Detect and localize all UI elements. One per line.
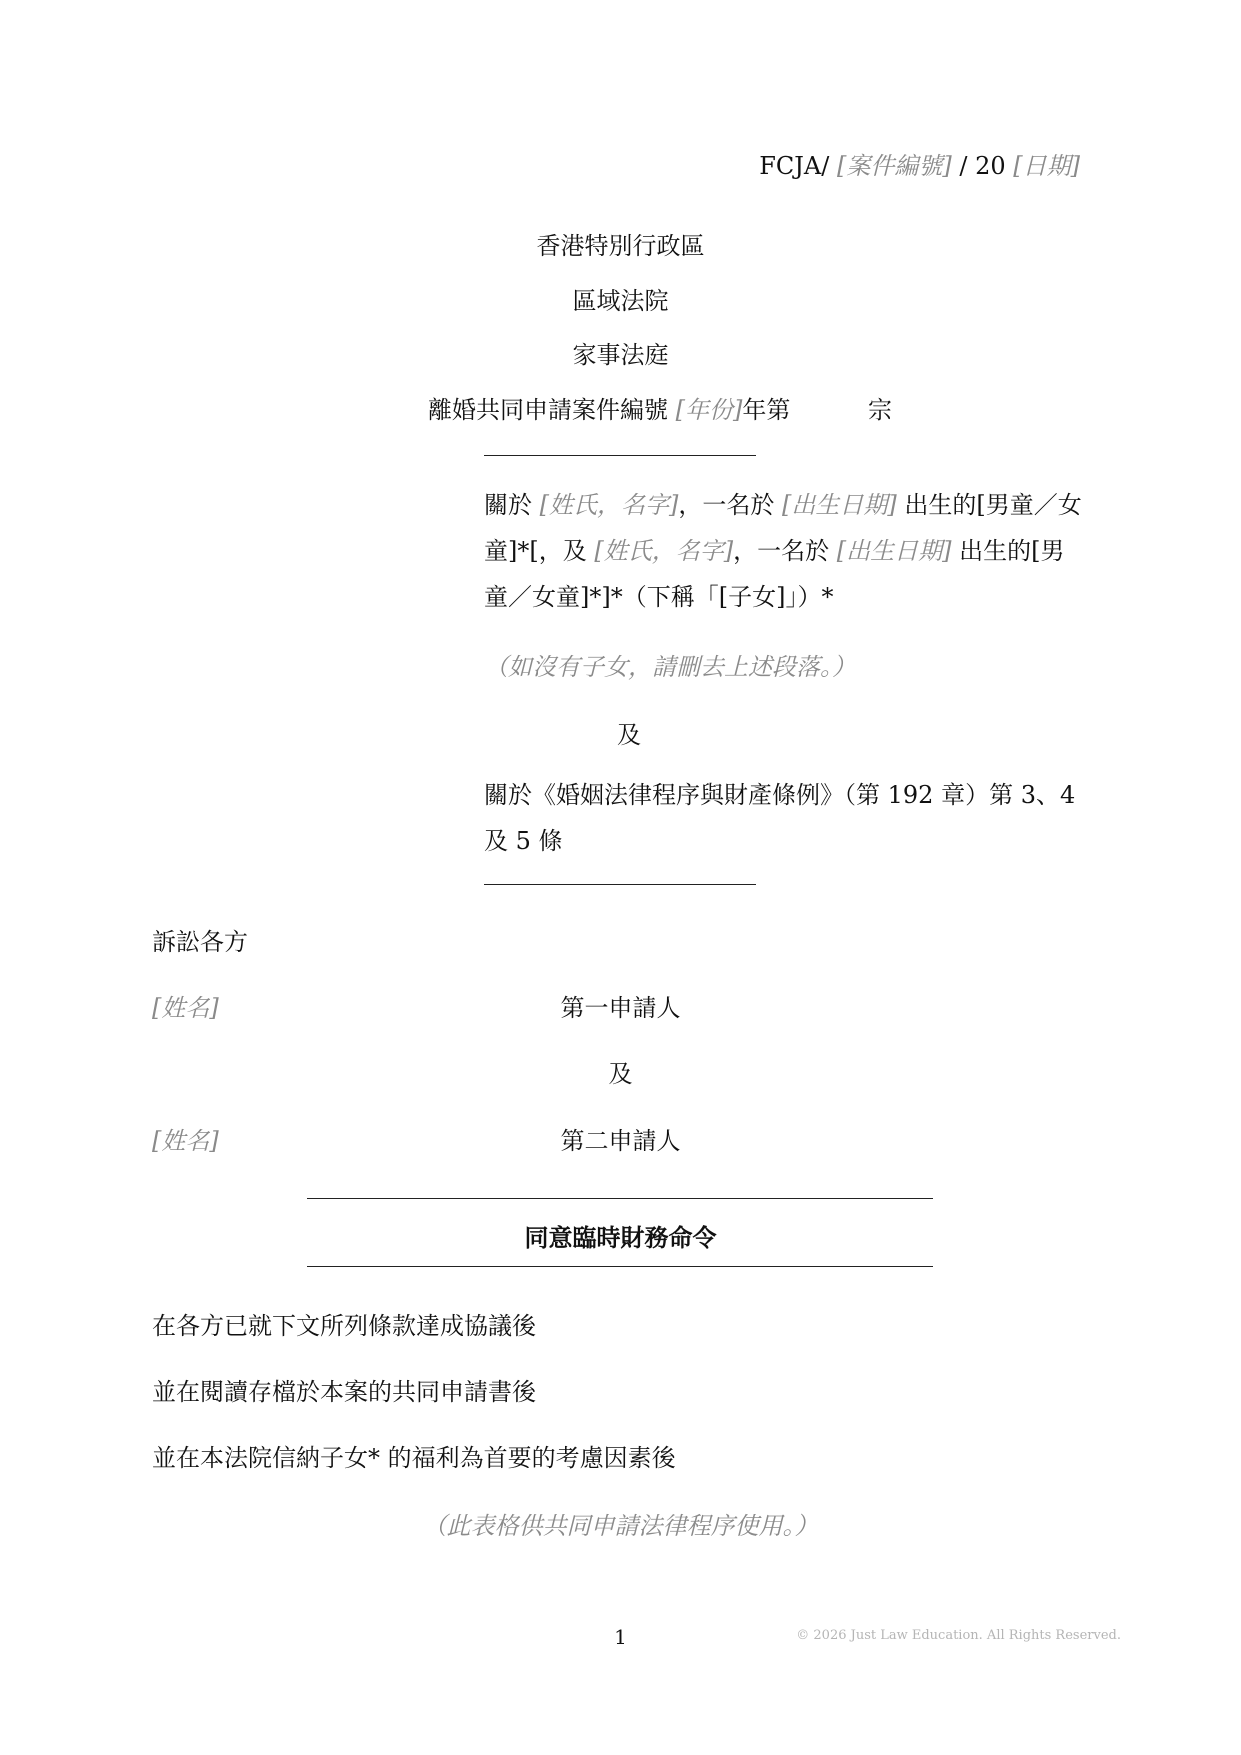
division-heading: 家事法庭 <box>572 341 669 369</box>
divider-long-1 <box>307 1198 933 1199</box>
child-dob-placeholder-1: [出生日期] <box>782 491 897 519</box>
first-applicant-role: 第一申請人 <box>560 994 681 1022</box>
recital-agreement: 在各方已就下文所列條款達成協議後 <box>152 1312 536 1340</box>
parties-and-connector: 及 <box>608 1060 633 1088</box>
year-placeholder: [年份] <box>675 396 743 424</box>
case-line-suffix: 宗 <box>868 396 893 424</box>
parties-heading: 訴訟各方 <box>152 928 248 956</box>
page-number: 1 <box>614 1625 627 1649</box>
clause-text-4: ，一名於 <box>733 537 830 565</box>
first-applicant-name-placeholder: [姓名] <box>152 994 219 1022</box>
case-ref-separator: / 20 <box>959 152 1006 180</box>
and-connector-1: 及 <box>617 721 641 749</box>
usage-note: （此表格供共同申請法律程序使用。） <box>422 1512 819 1540</box>
court-heading: 區域法院 <box>572 287 669 315</box>
child-name-placeholder-1: [姓氏，名字] <box>539 491 679 519</box>
recital-joint-application: 並在閱讀存檔於本案的共同申請書後 <box>152 1378 536 1406</box>
ordinance-clause: 關於《婚姻法律程序與財產條例》（第 192 章）第 3、4 及 5 條 <box>484 781 1076 855</box>
case-number-line <box>428 390 892 425</box>
clause-text-2: ，一名於 <box>678 491 775 519</box>
children-deletion-note: （如沒有子女，請刪去上述段落。） <box>484 653 856 681</box>
second-applicant-role: 第二申請人 <box>560 1127 681 1155</box>
case-ref-prefix: FCJA/ <box>759 152 830 180</box>
case-reference <box>759 146 1080 181</box>
copyright-notice: © 2026 Just Law Education. All Rights Reserved. <box>796 1628 1121 1643</box>
divider-long-2 <box>307 1266 933 1267</box>
divider-short-2 <box>484 884 756 885</box>
clause-text-1: 關於 <box>484 491 532 519</box>
clause-text-3: 出生的[男童／女童]*[，及 <box>484 491 1082 565</box>
child-dob-placeholder-2: [出生日期] <box>836 537 952 565</box>
date-placeholder: [日期] <box>1013 152 1080 180</box>
child-name-placeholder-2: [姓氏，名字] <box>594 537 734 565</box>
case-line-prefix: 離婚共同申請案件編號 <box>428 396 668 424</box>
second-applicant-name-placeholder: [姓名] <box>152 1127 219 1155</box>
children-clause <box>484 482 1084 620</box>
region-heading: 香港特別行政區 <box>536 232 705 260</box>
clause-text-5: 出生的[男童／女童]*]*（下稱「[子女]」）* <box>484 537 1065 611</box>
recital-child-welfare: 並在本法院信納子女* 的福利為首要的考慮因素後 <box>152 1444 676 1472</box>
case-number-placeholder: [案件編號] <box>836 152 952 180</box>
case-line-middle: 年第 <box>742 396 791 424</box>
order-title: 同意臨時財務命令 <box>524 1223 717 1252</box>
divider-short-1 <box>484 455 756 456</box>
